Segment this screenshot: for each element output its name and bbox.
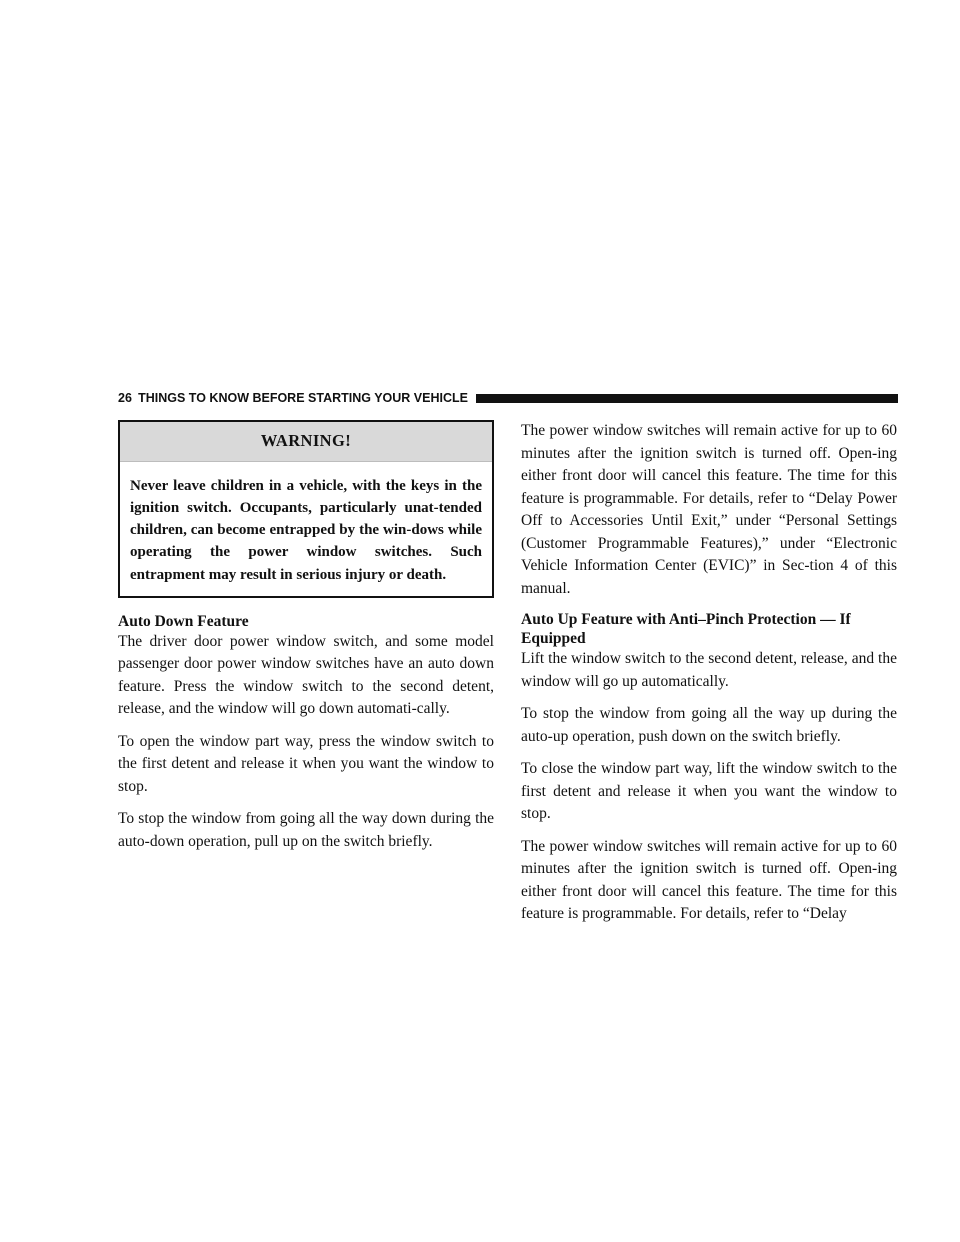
right-column <box>521 420 897 936</box>
auto-down-paragraph: The driver door power window switch, and some model passenger door power window switches have an auto down feature. Press the window switch to the second detent, release, and the window will go down automati-cally. <box>118 632 494 718</box>
delay-power-paragraph: The power window switches will remain active for up to 60 minutes after the ignition switch is turned off. Open-ing either front door will cancel this feature. The time for this feature is programmable. For details, refer to “Delay Power Off to Accessories Until Exit,” under “Personal Settings (Customer Programmable Features),” under “Electronic Vehicle Information Center (EVIC)” in Sec-tion 4 of this manual. <box>521 422 897 597</box>
stop-auto-up-paragraph: To stop the window from going all the way up during the auto-up operation, push down on the switch briefly. <box>521 705 897 745</box>
warning-box <box>118 420 494 598</box>
delay-power-paragraph-continued: The power window switches will remain active for up to 60 minutes after the ignition switch is turned off. Open-ing either front door will cancel this feature. The time for this feature is programmable. For details, refer to “Delay <box>521 837 897 922</box>
page-header <box>118 390 898 406</box>
auto-down-heading: Auto Down Feature <box>118 612 249 630</box>
page-number: 26 <box>118 391 133 405</box>
left-column <box>118 420 494 863</box>
open-part-way-paragraph: To open the window part way, press the window switch to the first detent and release it when you want the window to stop. <box>118 732 494 795</box>
auto-up-heading: Auto Up Feature with Anti–Pinch Protection — If Equipped <box>521 611 851 647</box>
close-part-way-paragraph: To close the window part way, lift the window switch to the first detent and release it when you want the window to stop. <box>521 760 897 822</box>
warning-title: WARNING! <box>120 422 492 462</box>
header-rule <box>476 394 898 403</box>
warning-text: Never leave children in a vehicle, with the keys in the ignition switch. Occupants, particularly unat-tended children, can become entrapped by the win-dows while operating the power window switches. Such entrapment may result in serious injury or death. <box>130 477 482 583</box>
stop-auto-down-paragraph: To stop the window from going all the way down during the auto-down operation, pull up on the switch briefly. <box>118 810 494 850</box>
auto-up-paragraph: Lift the window switch to the second detent, release, and the window will go up automatically. <box>521 650 897 690</box>
section-title: THINGS TO KNOW BEFORE STARTING YOUR VEHICLE <box>138 391 468 405</box>
